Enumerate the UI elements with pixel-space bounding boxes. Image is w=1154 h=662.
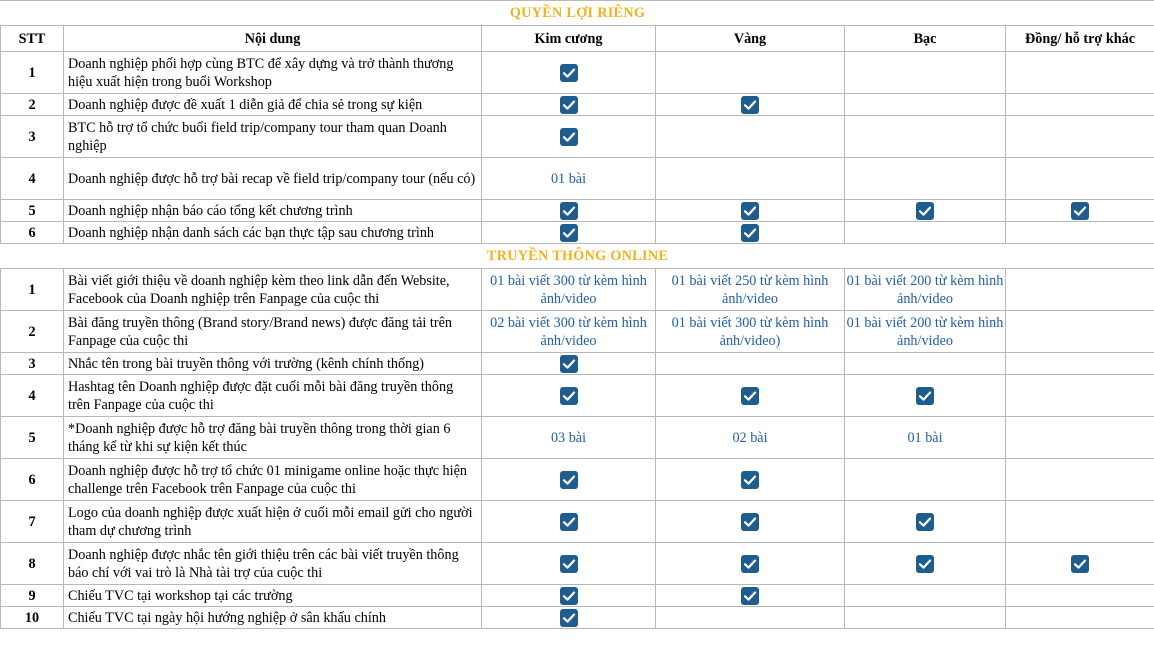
table-row — [1, 116, 1154, 158]
checked-checkbox-icon — [560, 224, 578, 242]
tier-cell — [1006, 501, 1154, 543]
table-row — [1, 200, 1154, 222]
checked-checkbox-icon — [741, 587, 759, 605]
header-content: Nội dung — [64, 26, 482, 52]
tier-cell — [482, 501, 656, 543]
checked-checkbox-icon — [916, 387, 934, 405]
checked-checkbox-icon — [1071, 202, 1089, 220]
row-content: Chiếu TVC tại workshop tại các trường — [64, 585, 482, 607]
row-number: 3 — [1, 353, 64, 375]
tier-cell — [656, 222, 845, 244]
tier-cell — [845, 94, 1006, 116]
tier-cell — [482, 585, 656, 607]
tier-cell — [482, 94, 656, 116]
checked-checkbox-icon — [560, 64, 578, 82]
row-number: 2 — [1, 311, 64, 353]
tier-cell — [1006, 607, 1154, 629]
table-row — [1, 459, 1154, 501]
row-content: Doanh nghiệp được đề xuất 1 diễn giả để chia sẻ trong sự kiện — [64, 94, 482, 116]
tier-cell — [656, 94, 845, 116]
tier-cell — [482, 311, 656, 353]
tier-cell — [482, 222, 656, 244]
tier-cell — [845, 459, 1006, 501]
tier-cell — [1006, 200, 1154, 222]
table-header-row — [1, 26, 1154, 52]
tier-cell — [656, 375, 845, 417]
row-content: Doanh nghiệp nhận báo cáo tổng kết chương trình — [64, 200, 482, 222]
checked-checkbox-icon — [560, 471, 578, 489]
checked-checkbox-icon — [560, 355, 578, 373]
table-row — [1, 585, 1154, 607]
checked-checkbox-icon — [916, 202, 934, 220]
checked-checkbox-icon — [741, 471, 759, 489]
tier-value: 01 bài — [907, 429, 943, 446]
row-content: Doanh nghiệp được nhắc tên giới thiệu trên các bài viết truyền thông báo chí với vai trò là Nhà tài trợ của cuộc thi — [64, 543, 482, 585]
tier-cell — [845, 200, 1006, 222]
row-number: 5 — [1, 417, 64, 459]
tier-cell — [656, 311, 845, 353]
header-tier: Kim cương — [482, 26, 656, 52]
tier-cell — [482, 52, 656, 94]
tier-cell — [656, 269, 845, 311]
table-row — [1, 501, 1154, 543]
tier-cell — [482, 158, 656, 200]
row-number: 1 — [1, 52, 64, 94]
tier-cell — [482, 607, 656, 629]
tier-cell — [482, 417, 656, 459]
table-row — [1, 311, 1154, 353]
row-number: 4 — [1, 158, 64, 200]
row-number: 8 — [1, 543, 64, 585]
tier-cell — [1006, 311, 1154, 353]
checked-checkbox-icon — [741, 555, 759, 573]
tier-cell — [1006, 116, 1154, 158]
tier-cell — [845, 269, 1006, 311]
row-number: 2 — [1, 94, 64, 116]
tier-cell — [482, 269, 656, 311]
tier-cell — [845, 375, 1006, 417]
row-content: Doanh nghiệp được hỗ trợ tổ chức 01 minigame online hoặc thực hiện challenge trên Facebook trên Fanpage của cuộc thi — [64, 459, 482, 501]
row-number: 4 — [1, 375, 64, 417]
tier-cell — [482, 543, 656, 585]
row-content: Doanh nghiệp được hỗ trợ bài recap về field trip/company tour (nếu có) — [64, 158, 482, 200]
checked-checkbox-icon — [916, 513, 934, 531]
table-row — [1, 417, 1154, 459]
row-number: 6 — [1, 459, 64, 501]
tier-cell — [845, 417, 1006, 459]
section-title-row — [1, 244, 1154, 269]
tier-cell — [845, 311, 1006, 353]
checked-checkbox-icon — [560, 202, 578, 220]
table-row — [1, 375, 1154, 417]
tier-cell — [656, 607, 845, 629]
row-number: 6 — [1, 222, 64, 244]
table-row — [1, 607, 1154, 629]
row-content: *Doanh nghiệp được hỗ trợ đăng bài truyền thông trong thời gian 6 tháng kể từ khi sự kiện kết thúc — [64, 417, 482, 459]
tier-value: 02 bài — [732, 429, 768, 446]
row-number: 1 — [1, 269, 64, 311]
tier-value: 01 bài viết 200 từ kèm hình ảnh/video — [846, 314, 1004, 349]
row-number: 10 — [1, 607, 64, 629]
tier-cell — [656, 116, 845, 158]
tier-cell — [1006, 353, 1154, 375]
tier-value: 01 bài — [550, 170, 587, 187]
row-content: Nhắc tên trong bài truyền thông với trường (kênh chính thống) — [64, 353, 482, 375]
header-tier: Bạc — [845, 26, 1006, 52]
tier-cell — [845, 543, 1006, 585]
tier-value: 03 bài — [550, 429, 587, 446]
tier-cell — [482, 459, 656, 501]
tier-value: 01 bài viết 300 từ kèm hình ảnh/video — [490, 272, 647, 307]
section-title: TRUYỀN THÔNG ONLINE — [1, 244, 1154, 269]
table-row — [1, 52, 1154, 94]
tier-cell — [845, 585, 1006, 607]
row-number: 3 — [1, 116, 64, 158]
tier-cell — [656, 585, 845, 607]
tier-cell — [656, 353, 845, 375]
tier-cell — [1006, 543, 1154, 585]
row-number: 5 — [1, 200, 64, 222]
table-row — [1, 269, 1154, 311]
row-content: Doanh nghiệp phối hợp cùng BTC để xây dựng và trở thành thương hiệu xuất hiện trong buổi Workshop — [64, 52, 482, 94]
tier-cell — [845, 158, 1006, 200]
checked-checkbox-icon — [741, 387, 759, 405]
checked-checkbox-icon — [560, 609, 578, 627]
row-number: 9 — [1, 585, 64, 607]
header-tier: Vàng — [656, 26, 845, 52]
row-content: Hashtag tên Doanh nghiệp được đặt cuối mỗi bài đăng truyền thông trên Fanpage của cuộc thi — [64, 375, 482, 417]
row-content: Bài đăng truyền thông (Brand story/Brand news) được đăng tải trên Fanpage của cuộc thi — [64, 311, 482, 353]
checked-checkbox-icon — [1071, 555, 1089, 573]
checked-checkbox-icon — [560, 513, 578, 531]
row-content: Chiếu TVC tại ngày hội hướng nghiệp ở sân khấu chính — [64, 607, 482, 629]
section-title: QUYỀN LỢI RIÊNG — [1, 1, 1154, 26]
checked-checkbox-icon — [560, 128, 578, 146]
table-row — [1, 158, 1154, 200]
checked-checkbox-icon — [741, 202, 759, 220]
checked-checkbox-icon — [560, 555, 578, 573]
tier-value: 02 bài viết 300 từ kèm hình ảnh/video — [490, 314, 647, 349]
tier-cell — [482, 200, 656, 222]
tier-cell — [1006, 94, 1154, 116]
tier-cell — [845, 116, 1006, 158]
checked-checkbox-icon — [560, 96, 578, 114]
tier-cell — [1006, 459, 1154, 501]
row-content: Logo của doanh nghiệp được xuất hiện ở cuối mỗi email gửi cho người tham dự chương trình — [64, 501, 482, 543]
tier-cell — [656, 459, 845, 501]
tier-value: 01 bài viết 200 từ kèm hình ảnh/video — [846, 272, 1004, 307]
tier-cell — [1006, 375, 1154, 417]
header-stt: STT — [1, 26, 64, 52]
tier-cell — [656, 417, 845, 459]
tier-cell — [845, 607, 1006, 629]
checked-checkbox-icon — [916, 555, 934, 573]
tier-cell — [482, 353, 656, 375]
section-title-row — [1, 1, 1154, 26]
table-row — [1, 543, 1154, 585]
tier-cell — [656, 200, 845, 222]
tier-cell — [845, 222, 1006, 244]
checked-checkbox-icon — [741, 96, 759, 114]
tier-cell — [482, 116, 656, 158]
tier-cell — [656, 501, 845, 543]
checked-checkbox-icon — [741, 513, 759, 531]
tier-cell — [1006, 222, 1154, 244]
row-content: Bài viết giới thiệu về doanh nghiệp kèm theo link dẫn đến Website, Facebook của Doanh nghiệp trên Fanpage của cuộc thi — [64, 269, 482, 311]
checked-checkbox-icon — [741, 224, 759, 242]
tier-cell — [482, 375, 656, 417]
tier-cell — [845, 353, 1006, 375]
tier-cell — [1006, 269, 1154, 311]
tier-cell — [1006, 585, 1154, 607]
tier-cell — [656, 158, 845, 200]
tier-value: 01 bài viết 250 từ kèm hình ảnh/video — [671, 272, 829, 307]
tier-cell — [656, 543, 845, 585]
row-content: BTC hỗ trợ tổ chức buổi field trip/company tour tham quan Doanh nghiệp — [64, 116, 482, 158]
checked-checkbox-icon — [560, 387, 578, 405]
row-content: Doanh nghiệp nhận danh sách các bạn thực tập sau chương trình — [64, 222, 482, 244]
tier-cell — [1006, 158, 1154, 200]
tier-cell — [845, 501, 1006, 543]
header-tier: Đồng/ hỗ trợ khác — [1006, 26, 1154, 52]
table-row — [1, 222, 1154, 244]
table-row — [1, 94, 1154, 116]
checked-checkbox-icon — [560, 587, 578, 605]
table-row — [1, 353, 1154, 375]
row-number: 7 — [1, 501, 64, 543]
tier-cell — [1006, 52, 1154, 94]
tier-cell — [1006, 417, 1154, 459]
tier-value: 01 bài viết 300 từ kèm hình ảnh/video) — [671, 314, 829, 349]
tier-cell — [845, 52, 1006, 94]
tier-cell — [656, 52, 845, 94]
